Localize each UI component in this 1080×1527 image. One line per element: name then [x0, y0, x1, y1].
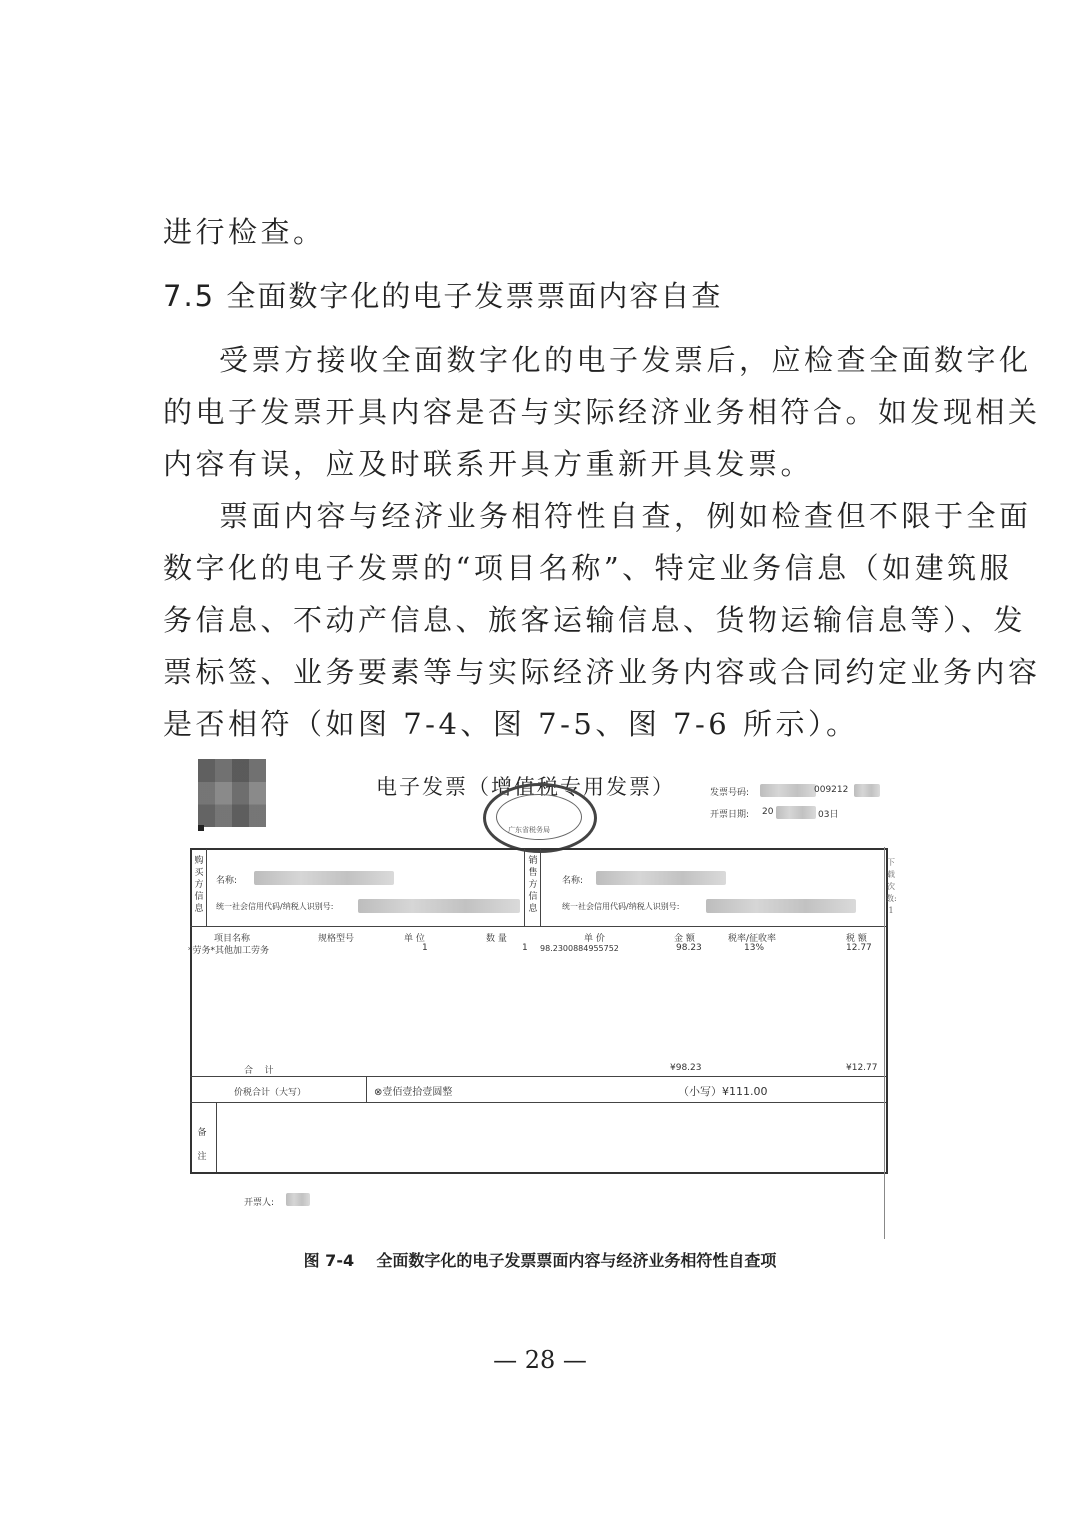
item-name: *劳务*其他加工劳务 — [188, 946, 270, 956]
paragraph-line: 票标签、业务要素等与实际经济业务内容或合同约定业务内容 — [163, 655, 1041, 689]
seller-name-label: 名称: — [562, 876, 584, 886]
issuer-label: 开票人: — [244, 1198, 275, 1208]
grand-total-label: 价税合计（大写） — [234, 1088, 307, 1098]
total-label: 合 计 — [244, 1066, 274, 1076]
grand-total-small: （小写）¥111.00 — [678, 1085, 768, 1098]
redacted-block — [286, 1193, 310, 1206]
item-price: 98.2300884955752 — [540, 944, 619, 953]
invoice-no-label: 发票号码: — [710, 788, 750, 798]
col-header-name: 项目名称 — [214, 934, 251, 944]
invoice-title: 电子发票（增值税专用发票） — [376, 775, 675, 799]
paragraph-line: 是否相符（如图 7-4、图 7-5、图 7-6 所示）。 — [163, 707, 859, 741]
col-header-tax: 税 额 — [846, 934, 867, 944]
redacted-block — [776, 806, 816, 819]
col-header-spec: 规格型号 — [318, 934, 355, 944]
item-qty: 1 — [522, 943, 528, 953]
item-amount: 98.23 — [676, 943, 702, 953]
date-year: 20 — [762, 807, 774, 817]
divider — [366, 1076, 367, 1102]
seal-text: 广东省税务局 — [508, 826, 550, 834]
paragraph-line: 受票方接收全面数字化的电子发票后，应检查全面数字化 — [219, 343, 1032, 377]
total-tax: ¥12.77 — [846, 1063, 878, 1073]
divider — [190, 926, 886, 927]
seller-side-label: 销售方信息 — [528, 856, 538, 914]
divider — [524, 849, 525, 927]
divider — [190, 1076, 886, 1077]
seller-tax-id-label: 统一社会信用代码/纳税人识别号: — [562, 902, 680, 911]
paragraph-line: 票面内容与经济业务相符性自查，例如检查但不限于全面 — [219, 499, 1032, 533]
redacted-block — [760, 784, 816, 797]
col-header-price: 单 价 — [584, 934, 605, 944]
section-heading: 7.5 全面数字化的电子发票票面内容自查 — [163, 279, 723, 313]
paragraph-line: 务信息、不动产信息、旅客运输信息、货物运输信息等）、发 — [163, 603, 1027, 637]
date-label: 开票日期: — [710, 810, 750, 820]
total-amount: ¥98.23 — [670, 1063, 702, 1073]
remarks-label: 备注 — [197, 1128, 207, 1162]
col-header-rate: 税率/征收率 — [728, 934, 777, 944]
paragraph-line: 数字化的电子发票的“项目名称”、特定业务信息（如建筑服 — [163, 551, 1013, 585]
divider — [540, 849, 541, 927]
divider — [206, 849, 207, 927]
body-line: 进行检查。 — [163, 215, 326, 249]
col-header-unit: 单 位 — [404, 934, 425, 944]
qr-code-icon — [198, 759, 266, 827]
item-tax: 12.77 — [846, 943, 872, 953]
figure-caption: 图 7-4 全面数字化的电子发票票面内容与经济业务相符性自查项 — [303, 1251, 777, 1270]
col-header-amount: 金 额 — [674, 934, 695, 944]
divider — [190, 1102, 886, 1103]
invoice-figure — [178, 745, 902, 1230]
buyer-tax-id-label: 统一社会信用代码/纳税人识别号: — [216, 902, 334, 911]
tax-seal-icon — [483, 783, 597, 853]
item-rate: 13% — [744, 943, 765, 953]
qr-marker — [198, 825, 204, 831]
divider — [216, 1102, 217, 1172]
item-unit: 1 — [422, 943, 428, 953]
col-header-qty: 数 量 — [486, 934, 507, 944]
redacted-block — [854, 784, 880, 797]
redacted-block — [254, 871, 394, 885]
invoice-no-tail: 009212 — [814, 785, 849, 795]
redacted-block — [706, 899, 856, 913]
paragraph-line: 内容有误，应及时联系开具方重新开具发票。 — [163, 447, 814, 481]
grand-total-words: ⊗壹佰壹拾壹圆整 — [374, 1087, 453, 1098]
page-number: — 28 — — [493, 1346, 587, 1374]
invoice-frame — [190, 848, 888, 1174]
redacted-block — [596, 871, 726, 885]
buyer-name-label: 名称: — [216, 876, 238, 886]
download-count-label: 下载次数: 1 — [886, 858, 897, 915]
buyer-side-label: 购买方信息 — [194, 856, 204, 914]
date-tail: 03日 — [818, 810, 839, 820]
paragraph-line: 的电子发票开具内容是否与实际经济业务相符合。如发现相关 — [163, 395, 1041, 429]
redacted-block — [358, 899, 520, 913]
